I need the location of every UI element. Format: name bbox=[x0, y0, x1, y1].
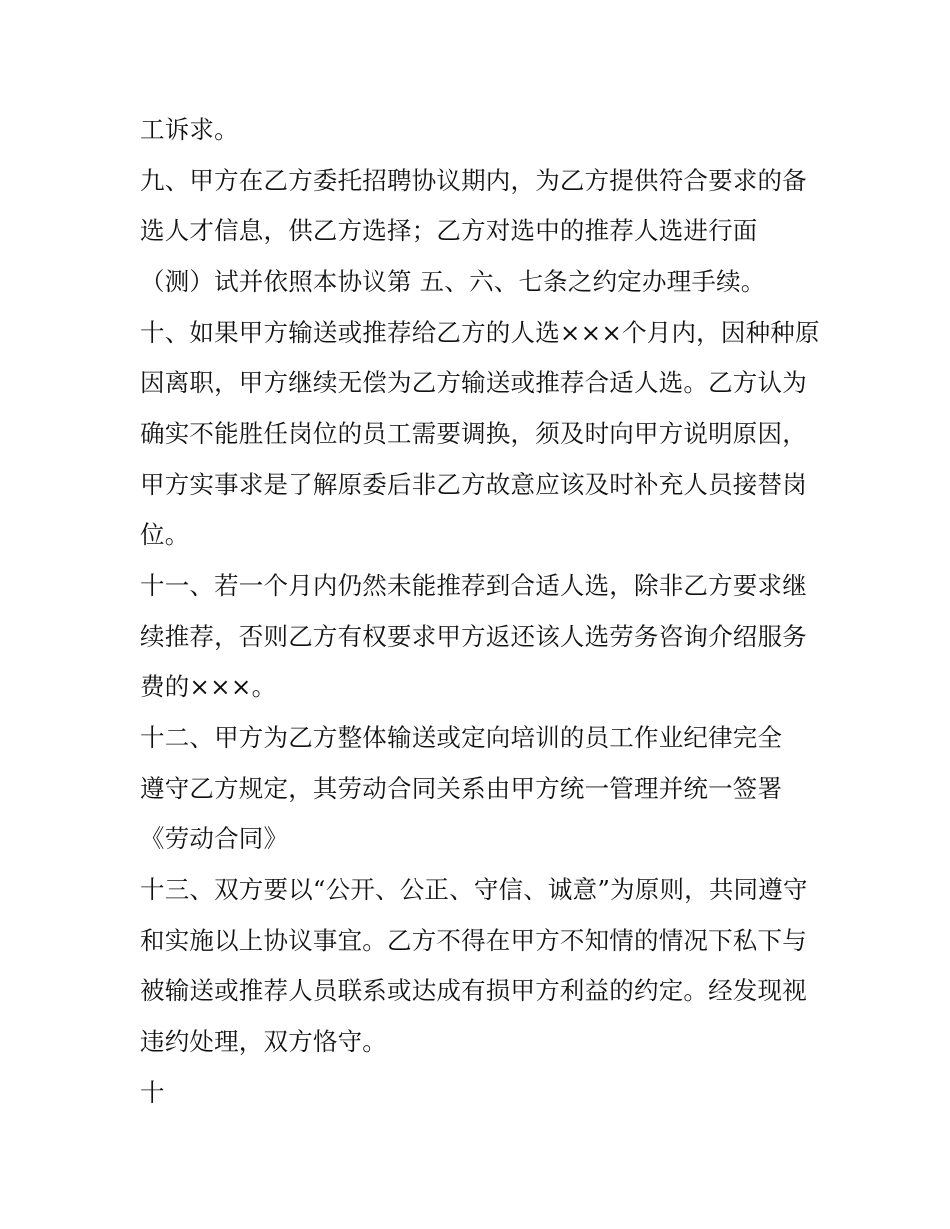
text-line: 十、如果甲方输送或推荐给乙方的人选×××个月内，因种种原 bbox=[140, 318, 820, 347]
text-line: 十三、双方要以“公开、公正、守信、诚意”为原则，共同遵守 bbox=[140, 875, 808, 904]
text-line: 违约处理，双方恪守。 bbox=[140, 1027, 387, 1056]
text-line: 确实不能胜任岗位的员工需要调换，须及时向甲方说明原因， bbox=[140, 419, 807, 448]
text-line: 位。 bbox=[140, 520, 190, 549]
text-line: 《劳动合同》 bbox=[140, 824, 289, 853]
text-line: 十一、若一个月内仍然未能推荐到合适人选，除非乙方要求继 bbox=[140, 571, 807, 600]
text-line: 九、甲方在乙方委托招聘协议期内，为乙方提供符合要求的备 bbox=[140, 166, 807, 195]
text-line: 甲方实事求是了解原委后非乙方故意应该及时补充人员接替岗 bbox=[140, 470, 807, 499]
text-line: 被输送或推荐人员联系或达成有损甲方利益的约定。经发现视 bbox=[140, 976, 807, 1005]
text-line: 续推荐，否则乙方有权要求甲方返还该人选劳务咨询介绍服务 bbox=[140, 622, 807, 651]
text-line: 遵守乙方规定，其劳动合同关系由甲方统一管理并统一签署 bbox=[140, 774, 783, 803]
text-line: 和实施以上协议事宜。乙方不得在甲方不知情的情况下私下与 bbox=[140, 926, 807, 955]
text-line: 因离职，甲方继续无偿为乙方输送或推荐合适人选。乙方认为 bbox=[140, 368, 807, 397]
text-line: 费的×××。 bbox=[140, 672, 277, 701]
text-line: 十 bbox=[140, 1078, 165, 1107]
text-line: 十二、甲方为乙方整体输送或定向培训的员工作业纪律完全 bbox=[140, 723, 783, 752]
text-line: （测）试并依照本协议第 五、六、七条之约定办理手续。 bbox=[140, 267, 766, 296]
text-line: 工诉求。 bbox=[140, 115, 239, 144]
text-line: 选人才信息，供乙方选择；乙方对选中的推荐人选进行面 bbox=[140, 216, 758, 245]
